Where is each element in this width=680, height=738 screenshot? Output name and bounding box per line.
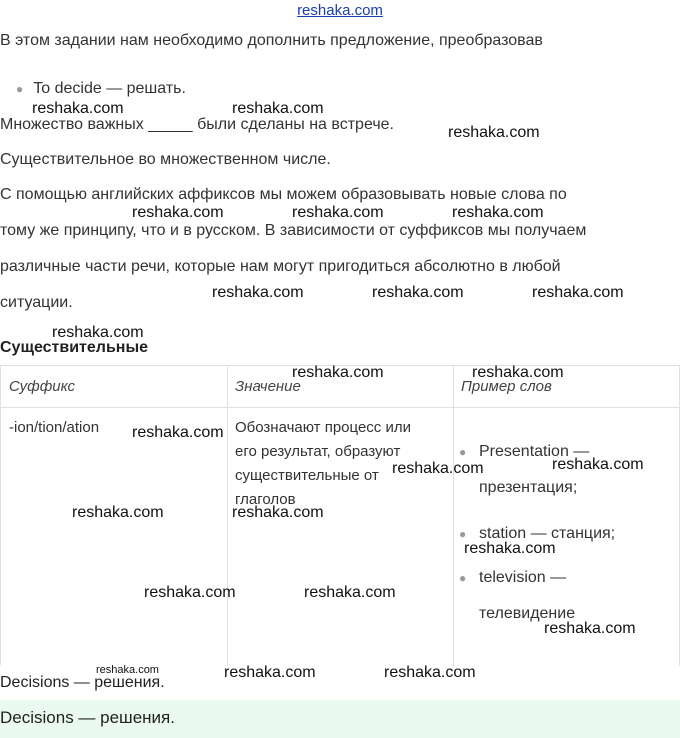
table-cell-suffix: -ion/tion/ation	[9, 419, 100, 436]
watermark: reshaka.com	[132, 424, 224, 441]
watermark: reshaka.com	[232, 100, 324, 117]
table-header-suffix: Суффикс	[9, 378, 75, 395]
watermark: reshaka.com	[292, 364, 384, 381]
meaning-line: глаголов	[235, 491, 296, 508]
watermark: reshaka.com	[96, 664, 159, 676]
watermark: reshaka.com	[552, 456, 644, 473]
example-text: television —	[479, 569, 567, 586]
paragraph-line: тому же принципу, что и в русском. В зависимости от суффиксов мы получаем	[0, 222, 587, 239]
section-heading: Существительные	[0, 339, 149, 356]
meaning-line: Обозначают процесс или	[235, 419, 411, 436]
watermark: reshaka.com	[464, 540, 556, 557]
watermark: reshaka.com	[72, 504, 164, 521]
answer-text: Decisions — решения.	[0, 674, 165, 691]
table-cell-meaning	[235, 416, 411, 512]
watermark: reshaka.com	[304, 584, 396, 601]
bullet-icon: ●	[459, 445, 467, 459]
bullet-text: To decide — решать.	[33, 80, 186, 97]
watermark: reshaka.com	[292, 204, 384, 221]
table-header-meaning: Значение	[235, 378, 301, 395]
watermark: reshaka.com	[32, 100, 124, 117]
watermark: reshaka.com	[452, 204, 544, 221]
paragraph-line: ситуации.	[0, 294, 73, 311]
watermark: reshaka.com	[224, 664, 316, 681]
watermark: reshaka.com	[52, 324, 144, 341]
explanation: Существительное во множественном числе.	[0, 151, 331, 168]
table-header-examples: Пример слов	[461, 378, 552, 395]
watermark: reshaka.com	[384, 664, 476, 681]
column-divider	[453, 366, 454, 666]
site-link[interactable]: reshaka.com	[297, 2, 383, 19]
answer-highlight-text: Decisions — решения.	[0, 708, 175, 727]
bullet-icon: ●	[459, 571, 467, 585]
watermark: reshaka.com	[448, 124, 540, 141]
intro-text: В этом задании нам необходимо дополнить предложение, преобразовав	[0, 32, 543, 49]
meaning-line: существительные от	[235, 467, 379, 484]
watermark: reshaka.com	[232, 504, 324, 521]
example-text: презентация;	[479, 479, 578, 496]
watermark: reshaka.com	[392, 460, 484, 477]
watermark: reshaka.com	[132, 204, 224, 221]
bullet-icon: ●	[16, 82, 24, 96]
task-sentence: Множество важных _____ были сделаны на встрече.	[0, 116, 394, 133]
bullet-icon: ●	[459, 527, 467, 541]
paragraph-line: различные части речи, которые нам могут пригодиться абсолютно в любой	[0, 258, 561, 275]
meaning-line: его результат, образуют	[235, 443, 401, 460]
watermark: reshaka.com	[372, 284, 464, 301]
example-text: телевидение	[479, 605, 576, 622]
watermark: reshaka.com	[144, 584, 236, 601]
watermark: reshaka.com	[212, 284, 304, 301]
watermark: reshaka.com	[532, 284, 624, 301]
example-text: Presentation —	[479, 443, 590, 460]
row-divider	[1, 407, 680, 408]
list-item	[16, 80, 186, 98]
column-divider	[227, 366, 228, 666]
example-item	[459, 560, 567, 596]
paragraph-line: С помощью английских аффиксов мы можем образовывать новые слова по	[0, 186, 567, 203]
answer-highlight	[0, 700, 680, 738]
watermark: reshaka.com	[472, 364, 564, 381]
example-text: station — станция;	[479, 525, 616, 542]
watermark: reshaka.com	[544, 620, 636, 637]
